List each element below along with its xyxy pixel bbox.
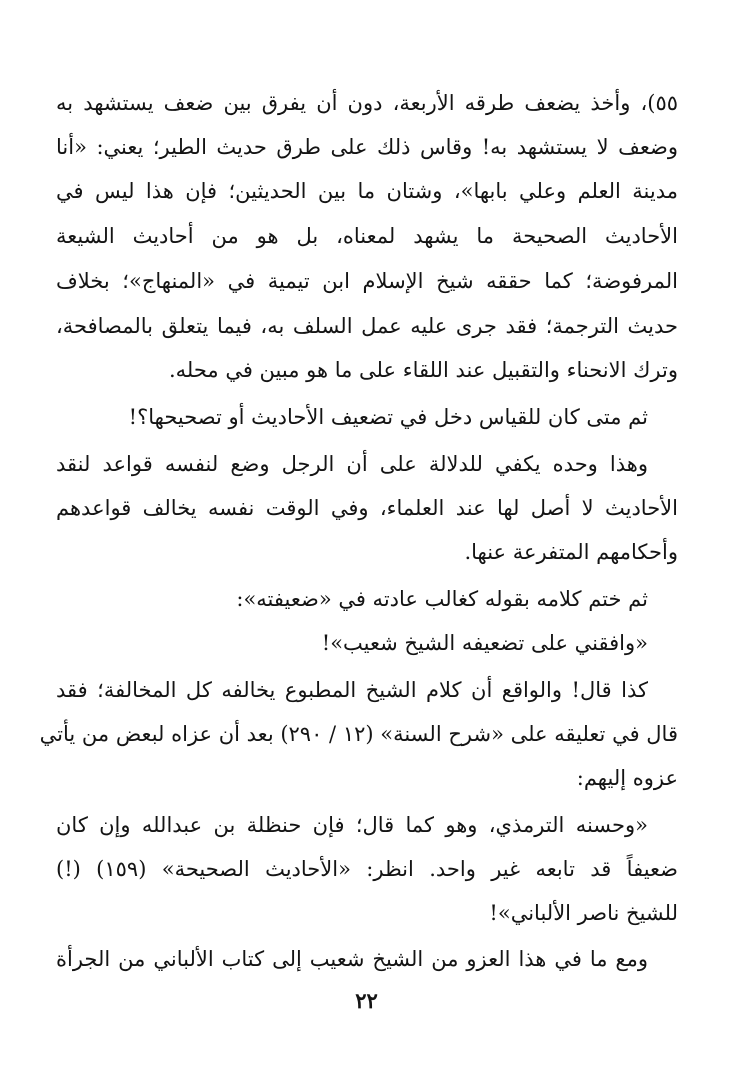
text-line: المرفوضة؛ كما حققه شيخ الإسلام ابن تيمية في «المنهاج»؛ بخلاف: [56, 269, 678, 293]
quoted-line: «وافقني على تضعيفه الشيخ شعيب»!: [321, 631, 648, 655]
text-line: عزوه إليهم:: [576, 766, 678, 790]
text-line: قال في تعليقه على «شرح السنة» (١٢ / ٢٩٠) بعد أن عزاه لبعض من يأتي: [39, 722, 678, 746]
text-line: ثم ختم كلامه بقوله كغالب عادته في «ضعيفته»:: [236, 587, 648, 611]
text-line: ومع ما في هذا العزو من الشيخ شعيب إلى كتاب الألباني من الجرأة: [56, 947, 648, 971]
text-line: وضعف لا يستشهد به! وقاس ذلك على طرق حديث الطير؛ يعني: «أنا: [56, 135, 678, 159]
quoted-line: «وحسنه الترمذي، وهو كما قال؛ فإن حنظلة بن عبدالله وإن كان: [56, 813, 648, 837]
text-line: الأحاديث لا أصل لها عند العلماء، وفي الوقت نفسه يخالف قواعدهم: [56, 496, 678, 520]
text-line: ثم متى كان للقياس دخل في تضعيف الأحاديث أو تصحيحها؟!: [128, 405, 648, 429]
text-line: الأحاديث الصحيحة ما يشهد لمعناه، بل هو من أحاديث الشيعة: [56, 224, 678, 248]
quoted-line: ضعيفاً قد تابعه غير واحد. انظر: «الأحاديث الصحيحة» (١٥٩) (!): [56, 857, 678, 881]
text-line: حديث الترجمة؛ فقد جرى عليه عمل السلف به، فيما يتعلق بالمصافحة،: [56, 314, 678, 338]
text-line: مدينة العلم وعلي بابها»، وشتان ما بين الحديثين؛ فإن هذا ليس في: [56, 179, 678, 203]
quoted-line: للشيخ ناصر الألباني»!: [489, 901, 678, 925]
text-line: وهذا وحده يكفي للدلالة على أن الرجل وضع لنفسه قواعد لنقد: [56, 452, 648, 476]
page-number: ٢٢: [355, 988, 378, 1013]
text-line: كذا قال! والواقع أن كلام الشيخ المطبوع يخالفه كل المخالفة؛ فقد: [56, 678, 648, 702]
text-line: وترك الانحناء والتقبيل عند اللقاء على ما هو مبين في محله.: [168, 358, 678, 382]
text-line: وأحكامهم المتفرعة عنها.: [464, 540, 678, 564]
text-line: ٥٥)، وأخذ يضعف طرقه الأربعة، دون أن يفرق بين ضعف يستشهد به: [56, 91, 678, 115]
